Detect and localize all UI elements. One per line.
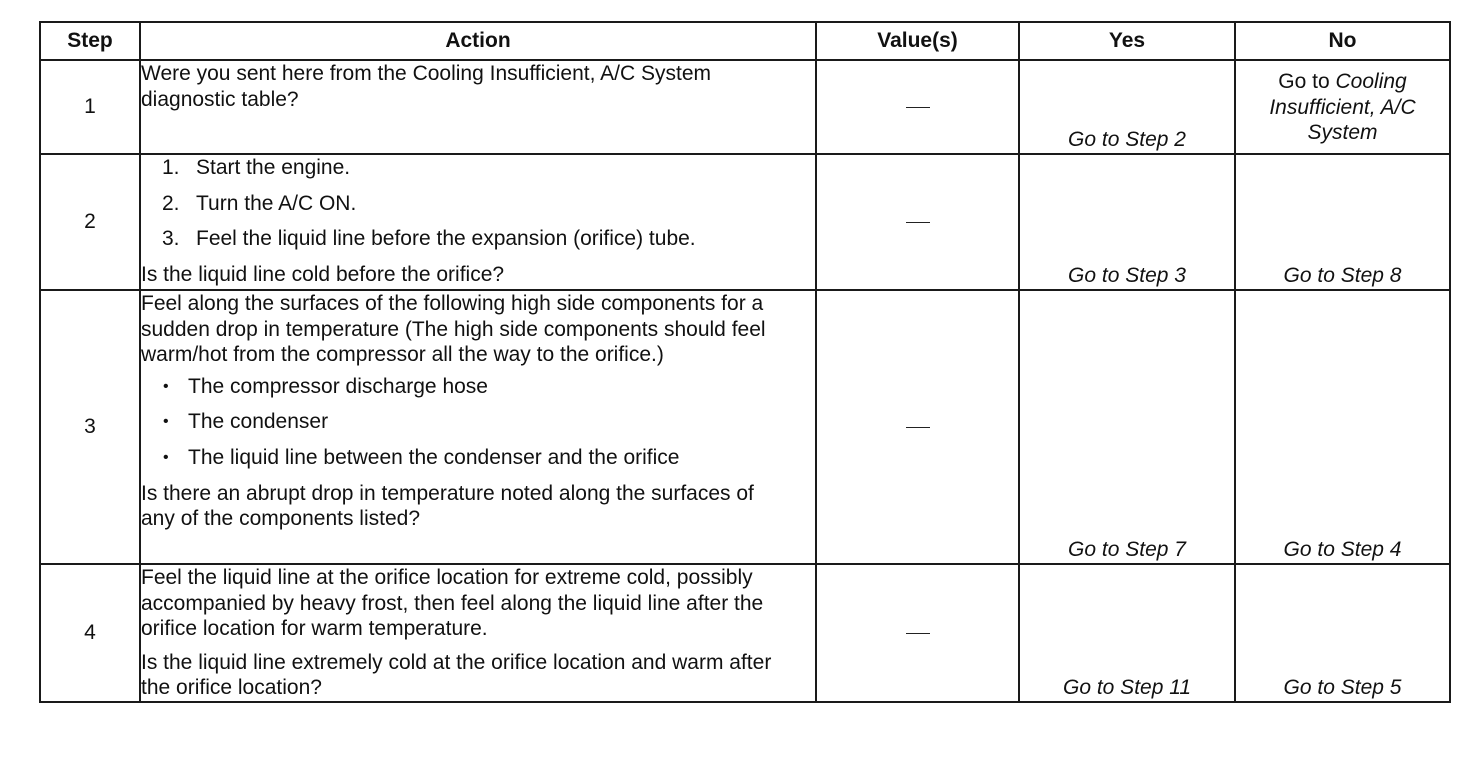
value-dash (906, 633, 930, 634)
step-number: 1 (40, 60, 140, 154)
header-yes: Yes (1019, 22, 1235, 60)
value-cell (816, 60, 1019, 154)
no-cell: Go to Step 5 (1235, 564, 1450, 702)
value-cell (816, 564, 1019, 702)
table-row (40, 290, 1450, 564)
value-cell (816, 154, 1019, 290)
diagnostic-table (39, 21, 1451, 703)
table-row (40, 154, 1450, 290)
yes-cell: Go to Step 11 (1019, 564, 1235, 702)
action-text: Were you sent here from the Cooling Insufficient, A/C System diagnostic table? (141, 62, 711, 111)
action-text: Feel along the surfaces of the following high side components for a sudden drop in temperature (The high side components should feel warm/hot from the compressor all the way to the orifice.) (141, 292, 766, 367)
yes-cell: Go to Step 3 (1019, 154, 1235, 290)
header-action: Action (140, 22, 816, 60)
action-cell (140, 154, 816, 290)
list-item: • The liquid line between the condenser and the orifice (163, 446, 680, 470)
no-prefix: Go to (1278, 70, 1330, 93)
header-step: Step (40, 22, 140, 60)
table-row (40, 564, 1450, 702)
header-values: Value(s) (816, 22, 1019, 60)
table-row (40, 60, 1450, 154)
list-item: 3. Feel the liquid line before the expansion (orifice) tube. (162, 227, 696, 251)
step-number: 4 (40, 564, 140, 702)
step-number: 3 (40, 290, 140, 564)
value-dash (906, 427, 930, 428)
action-cell (140, 290, 816, 564)
action-text: Feel the liquid line at the orifice location for extreme cold, possibly accompanied by heavy frost, then feel along the liquid line after the orifice location for warm temperature. (141, 566, 764, 641)
step-number: 2 (40, 154, 140, 290)
action-question: Is there an abrupt drop in temperature noted along the surfaces of any of the components listed? (141, 481, 754, 531)
yes-cell: Go to Step 7 (1019, 290, 1235, 564)
value-dash (906, 107, 930, 108)
no-cell: Go to Step 4 (1235, 290, 1450, 564)
components-list (141, 374, 815, 471)
list-item: • The condenser (163, 410, 329, 434)
no-cell: Go to Step 8 (1235, 154, 1450, 290)
header-row (40, 22, 1450, 60)
no-cell (1235, 60, 1450, 154)
list-item: • The compressor discharge hose (163, 374, 488, 398)
action-cell (140, 60, 816, 154)
action-cell (140, 564, 816, 702)
action-question: Is the liquid line extremely cold at the orifice location and warm after the orifice location? (141, 650, 772, 700)
value-cell (816, 290, 1019, 564)
value-dash (906, 222, 930, 223)
list-item: 2. Turn the A/C ON. (162, 191, 357, 215)
list-item: 1. Start the engine. (162, 156, 351, 179)
action-question: Is the liquid line cold before the orifice? (141, 262, 505, 286)
header-no: No (1235, 22, 1450, 60)
no-reference: Cooling Insufficient, A/C System (1269, 70, 1416, 145)
action-steps-list (141, 155, 815, 252)
yes-cell: Go to Step 2 (1019, 60, 1235, 154)
